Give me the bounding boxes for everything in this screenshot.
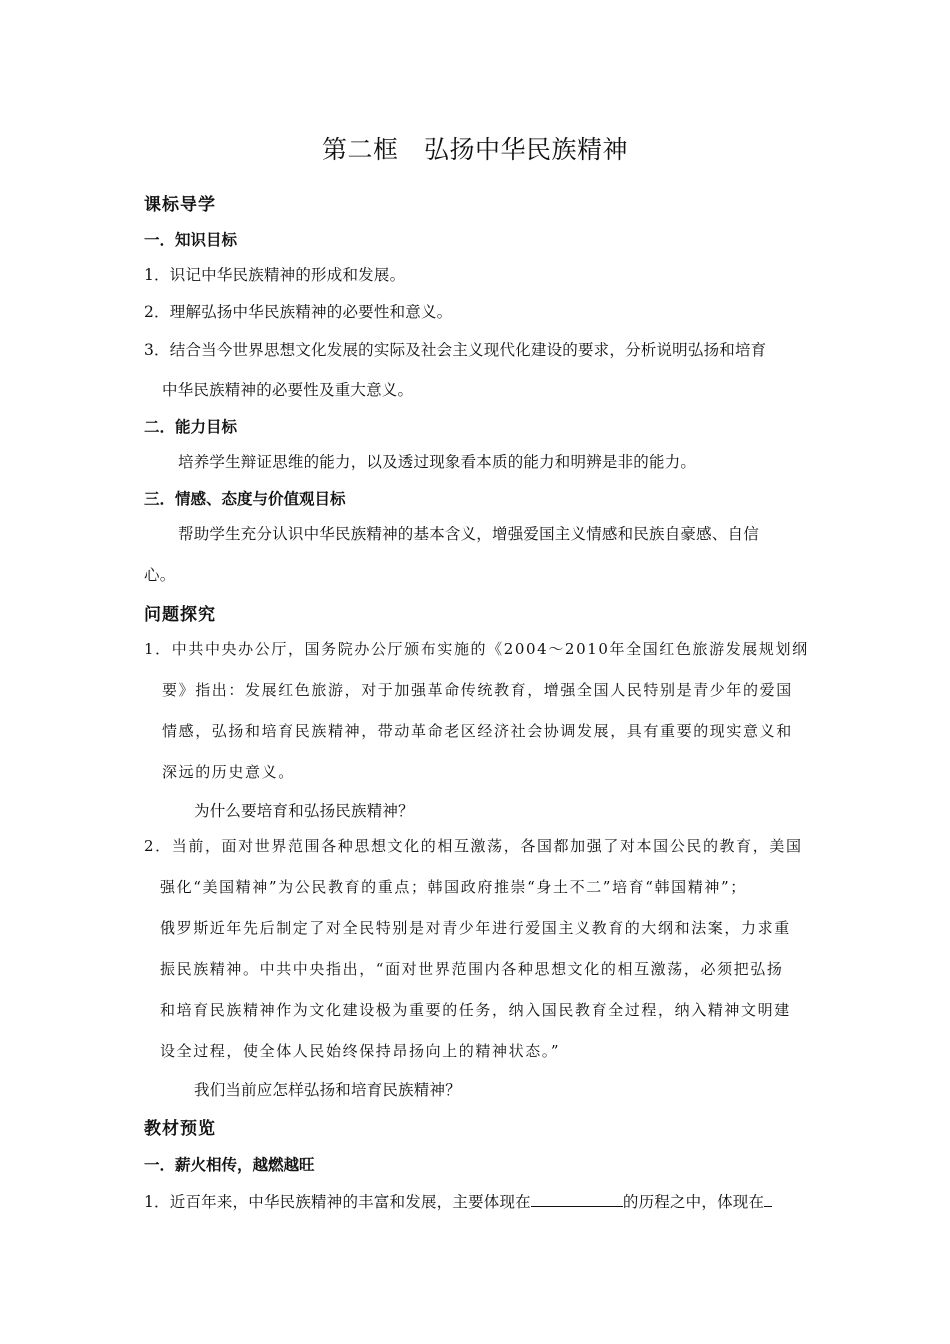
goal-item-3-cont: 中华民族精神的必要性及重大意义。 bbox=[162, 381, 414, 399]
section-heading-kebiao: 课标导学 bbox=[144, 195, 216, 215]
fill-blank-text-a: 1．近百年来，中华民族精神的丰富和发展，主要体现在 bbox=[144, 1193, 531, 1211]
fill-blank-text-b: 的历程之中，体现在 bbox=[622, 1193, 765, 1211]
section-heading-wenti: 问题探究 bbox=[144, 605, 216, 625]
question-2-prompt: 我们当前应怎样弘扬和培育民族精神？ bbox=[194, 1081, 461, 1099]
question-2-line-4: 振民族精神。中共中央指出，“面对世界范围内各种思想文化的相互激荡，必须把弘扬 bbox=[160, 960, 784, 978]
values-goal-text: 帮助学生充分认识中华民族精神的基本含义，增强爱国主义情感和民族自豪感、自信 bbox=[178, 525, 759, 543]
question-1-line-3: 情感，弘扬和培育民族精神，带动革命老区经济社会协调发展，具有重要的现实意义和 bbox=[162, 722, 793, 740]
question-2-line-6: 设全过程，使全体人民始终保持昂扬向上的精神状态。” bbox=[160, 1042, 561, 1060]
question-2-line-5: 和培育民族精神作为文化建设极为重要的任务，纳入国民教育全过程，纳入精神文明建 bbox=[160, 1001, 791, 1019]
question-2-line-2: 强化“美国精神”为公民教育的重点；韩国政府推崇“身土不二”培育“韩国精神”； bbox=[160, 878, 747, 896]
values-goal-text-cont: 心。 bbox=[144, 566, 176, 584]
question-1-line-4: 深远的历史意义。 bbox=[162, 763, 295, 781]
question-2-line-1: 2．当前，面对世界范围各种思想文化的相互激荡，各国都加强了对本国公民的教育，美国 bbox=[144, 837, 803, 855]
question-1-line-2: 要》指出：发展红色旅游，对于加强革命传统教育，增强全国人民特别是青少年的爱国 bbox=[162, 681, 793, 699]
page-title: 第二框 弘扬中华民族精神 bbox=[321, 135, 628, 164]
question-1-line-1: 1．中共中央办公厅，国务院办公厅颁布实施的《2004～2010年全国红色旅游发展规划纲 bbox=[144, 640, 809, 658]
section-heading-jiaocai: 教材预览 bbox=[144, 1119, 216, 1139]
goal-item-3: 3．结合当今世界思想文化发展的实际及社会主义现代化建设的要求，分析说明弘扬和培育 bbox=[144, 341, 767, 359]
ability-goal-text: 培养学生辩证思维的能力，以及透过现象看本质的能力和明辨是非的能力。 bbox=[178, 453, 697, 471]
goal-item-2: 2．理解弘扬中华民族精神的必要性和意义。 bbox=[144, 303, 453, 321]
fill-blank-2[interactable] bbox=[764, 1189, 772, 1207]
fill-blank-line-1 bbox=[144, 1189, 772, 1212]
subheading-values-goals: 三．情感、态度与价值观目标 bbox=[144, 490, 346, 508]
subheading-ability-goals: 二．能力目标 bbox=[144, 418, 238, 436]
question-1-prompt: 为什么要培育和弘扬民族精神？ bbox=[194, 802, 414, 820]
question-2-line-3: 俄罗斯近年先后制定了对全民特别是对青少年进行爱国主义教育的大纲和法案，力求重 bbox=[160, 919, 791, 937]
subheading-xinhuo: 一．薪火相传，越燃越旺 bbox=[144, 1156, 315, 1174]
fill-blank-1[interactable] bbox=[531, 1189, 623, 1207]
subheading-knowledge-goals: 一．知识目标 bbox=[144, 231, 238, 249]
goal-item-1: 1．识记中华民族精神的形成和发展。 bbox=[144, 266, 406, 284]
